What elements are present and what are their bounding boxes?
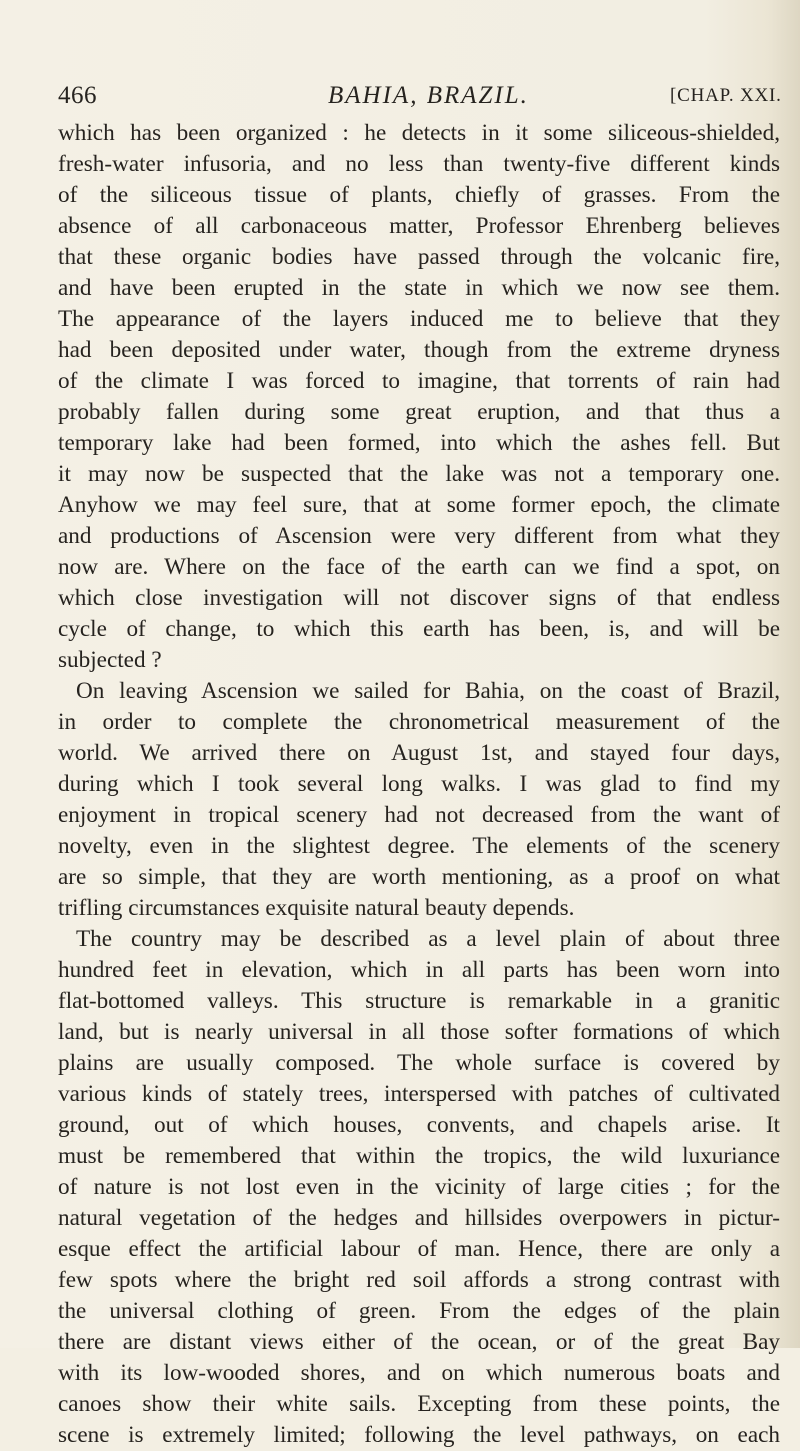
- text-line: Anyhow we may feel sure, that at some former epoch, the climate: [58, 492, 780, 518]
- text-line: must be remembered that within the tropics, the wild luxuriance: [58, 1143, 780, 1169]
- text-line: that these organic bodies have passed through the volcanic fire,: [58, 244, 780, 270]
- running-title: BAHIA, BRAZIL.: [328, 82, 529, 109]
- text-line: absence of all carbonaceous matter, Professor Ehrenberg believes: [58, 213, 780, 239]
- chapter-reference: [CHAP. XXI.: [670, 85, 782, 106]
- text-line: land, but is nearly universal in all those softer formations of which: [58, 1019, 780, 1045]
- page-number: 466: [58, 82, 97, 109]
- paragraph-start-line: The country may be described as a level plain of about three: [76, 926, 780, 952]
- text-line: during which I took several long walks. I was glad to find my: [58, 771, 780, 797]
- text-line: of nature is not lost even in the vicinity of large cities ; for the: [58, 1174, 780, 1200]
- text-line: natural vegetation of the hedges and hillsides overpowers in pictur-: [58, 1205, 780, 1231]
- text-line: probably fallen during some great eruption, and that thus a: [58, 399, 780, 425]
- text-line: in order to complete the chronometrical measurement of the: [58, 709, 780, 735]
- text-line: various kinds of stately trees, interspersed with patches of cultivated: [58, 1081, 780, 1107]
- text-line: esque effect the artificial labour of man. Hence, there are only a: [58, 1236, 780, 1262]
- text-line: of the siliceous tissue of plants, chiefly of grasses. From the: [58, 182, 780, 208]
- text-line: it may now be suspected that the lake was not a temporary one.: [58, 461, 780, 487]
- text-line: which has been organized : he detects in it some siliceous-shielded,: [58, 120, 780, 146]
- text-line: enjoyment in tropical scenery had not decreased from the want of: [58, 802, 780, 828]
- text-line: canoes show their white sails. Excepting from these points, the: [58, 1391, 780, 1417]
- text-line: fresh-water infusoria, and no less than twenty-five different kinds: [58, 151, 780, 177]
- text-line: ground, out of which houses, convents, and chapels arise. It: [58, 1112, 780, 1138]
- paragraph-end-line: subjected ?: [58, 647, 162, 673]
- text-line: few spots where the bright red soil affords a strong contrast with: [58, 1267, 780, 1293]
- text-line: with its low-wooded shores, and on which numerous boats and: [58, 1360, 780, 1386]
- text-line: world. We arrived there on August 1st, and stayed four days,: [58, 740, 780, 766]
- body-text: [58, 118, 780, 1451]
- text-line: plains are usually composed. The whole surface is covered by: [58, 1050, 780, 1076]
- running-head: [58, 80, 796, 112]
- text-line: now are. Where on the face of the earth can we find a spot, on: [58, 554, 780, 580]
- text-line: flat-bottomed valleys. This structure is remarkable in a granitic: [58, 988, 780, 1014]
- paragraph-end-line: trifling circumstances exquisite natural beauty depends.: [58, 895, 575, 921]
- text-line: and have been erupted in the state in which we now see them.: [58, 275, 780, 301]
- text-line: had been deposited under water, though from the extreme dryness: [58, 337, 780, 363]
- text-line: the universal clothing of green. From the edges of the plain: [58, 1298, 780, 1324]
- text-line: scene is extremely limited; following the level pathways, on each: [58, 1422, 780, 1448]
- text-line: and productions of Ascension were very different from what they: [58, 523, 780, 549]
- text-line: there are distant views either of the ocean, or of the great Bay: [58, 1329, 780, 1355]
- text-line: are so simple, that they are worth mentioning, as a proof on what: [58, 864, 780, 890]
- paragraph-start-line: On leaving Ascension we sailed for Bahia, on the coast of Brazil,: [76, 678, 780, 704]
- text-line: hundred feet in elevation, which in all parts has been worn into: [58, 957, 780, 983]
- text-line: cycle of change, to which this earth has been, is, and will be: [58, 616, 780, 642]
- text-line: novelty, even in the slightest degree. The elements of the scenery: [58, 833, 780, 859]
- text-line: of the climate I was forced to imagine, that torrents of rain had: [58, 368, 780, 394]
- text-line: which close investigation will not discover signs of that endless: [58, 585, 780, 611]
- text-line: temporary lake had been formed, into which the ashes fell. But: [58, 430, 780, 456]
- text-line: The appearance of the layers induced me to believe that they: [58, 306, 780, 332]
